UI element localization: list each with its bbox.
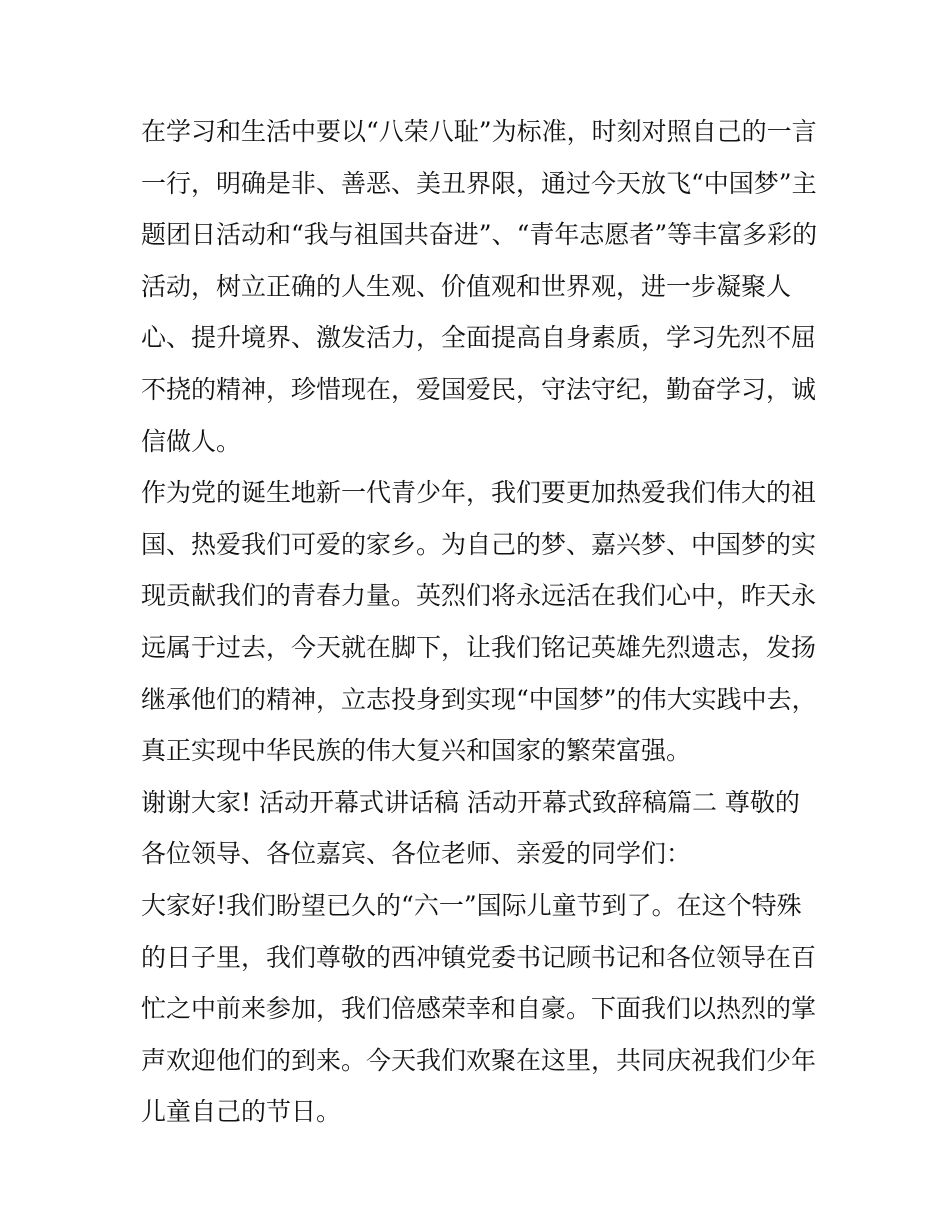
text-line: 真正实现中华民族的伟大复兴和国家的繁荣富强。 [141, 736, 692, 766]
text-line: 儿童自己的节日。 [141, 1097, 342, 1127]
document-body [141, 106, 821, 1138]
text-line: 国、热爱我们可爱的家乡。为自己的梦、嘉兴梦、中国梦的实 [141, 529, 817, 559]
text-line: 心、提升境界、激发活力，全面提高自身素质，学习先烈不屈 [141, 323, 817, 353]
text-line: 作为党的诞生地新一代青少年，我们要更加热爱我们伟大的祖 [141, 478, 817, 508]
text-line: 题团日活动和“我与祖国共奋进”、“青年志愿者”等丰富多彩的 [141, 220, 818, 250]
text-line: 信做人。 [141, 426, 242, 456]
text-line: 大家好!我们盼望已久的“六一”国际儿童节到了。在这个特殊 [141, 890, 802, 920]
text-line: 一行，明确是非、善恶、美丑界限，通过今天放飞“中国梦”主 [141, 168, 817, 198]
text-line: 各位领导、各位嘉宾、各位老师、亲爱的同学们： [141, 839, 692, 869]
text-line: 的日子里，我们尊敬的西冲镇党委书记顾书记和各位领导在百 [141, 942, 817, 972]
text-line: 现贡献我们的青春力量。英烈们将永远活在我们心中，昨天永 [141, 581, 817, 611]
text-line: 忙之中前来参加，我们倍感荣幸和自豪。下面我们以热烈的掌 [141, 994, 817, 1024]
text-line: 在学习和生活中要以“八荣八耻”为标准，时刻对照自己的一言 [141, 117, 817, 146]
text-line: 继承他们的精神，立志投身到实现“中国梦”的伟大实践中去， [141, 684, 817, 714]
text-line: 活动，树立正确的人生观、价值观和世界观，进一步凝聚人 [141, 271, 792, 301]
text-line: 不挠的精神，珍惜现在，爱国爱民，守法守纪，勤奋学习，诚 [141, 374, 817, 404]
text-line: 远属于过去，今天就在脚下，让我们铭记英雄先烈遗志，发扬 [141, 632, 817, 662]
text-line: 谢谢大家! 活动开幕式讲话稿 活动开幕式致辞稿篇二 尊敬的 [141, 787, 800, 817]
text-line: 声欢迎他们的到来。今天我们欢聚在这里，共同庆祝我们少年 [141, 1045, 817, 1075]
